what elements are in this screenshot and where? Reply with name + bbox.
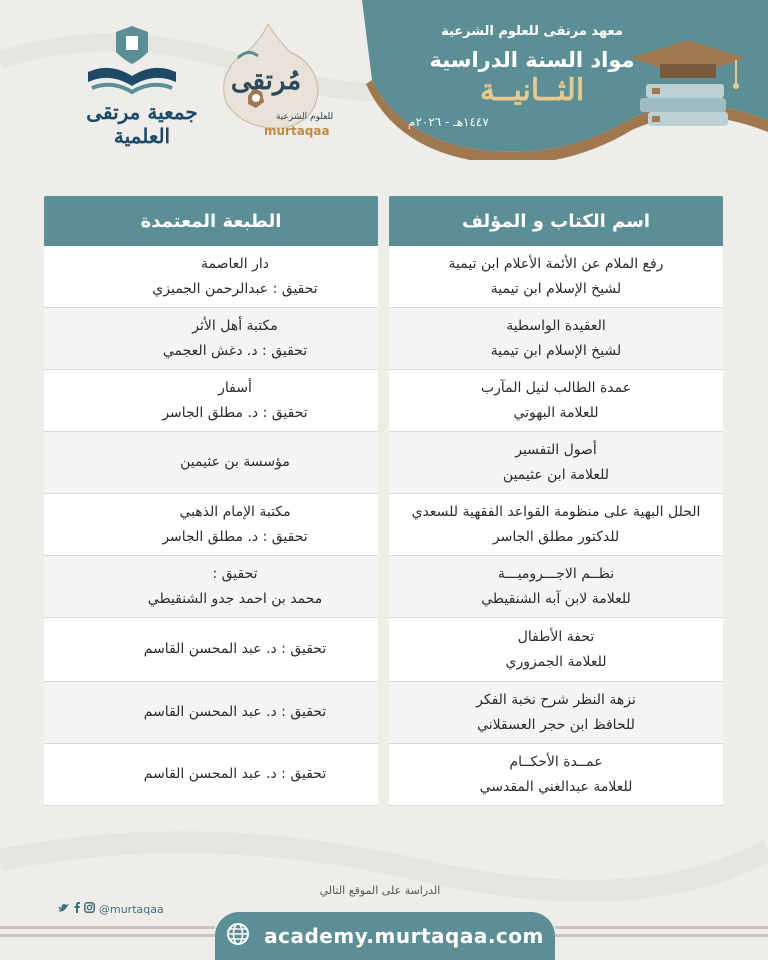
social-handle[interactable]: @murtaqaa <box>99 902 164 916</box>
book-row-line: للحافظ ابن حجر العسقلاني <box>477 716 635 733</box>
header-banner <box>362 0 768 160</box>
book-row-line: عمدة الطالب لنيل المآرب <box>480 379 632 396</box>
edition-row <box>44 744 378 806</box>
twitter-icon[interactable] <box>58 903 69 916</box>
book-row <box>389 432 723 494</box>
brand-subtitle: للعلوم الشرعية <box>276 112 334 122</box>
edition-row <box>44 308 378 370</box>
edition-row-line: تحقيق : عبدالرحمن الجميزي <box>152 280 318 297</box>
edition-row-line: مكتبة أهل الأثر <box>192 317 278 334</box>
footer-stripe-right <box>555 926 768 929</box>
edition-row <box>44 432 378 494</box>
edition-rows <box>44 246 378 806</box>
edition-column <box>44 196 378 806</box>
book-rows <box>389 246 723 806</box>
edition-row-line: تحقيق : د. دغش العجمي <box>162 342 308 359</box>
book-row-line: للعلامة ابن عثيمين <box>502 466 610 483</box>
edition-row-line: مكتبة الإمام الذهبي <box>179 503 291 520</box>
book-row <box>389 308 723 370</box>
book-row-line: للعلامة البهوتي <box>513 404 599 421</box>
edition-row-line: تحقيق : د. عبد المحسن القاسم <box>143 704 327 720</box>
book-row-line: رفع الملام عن الأئمة الأعلام ابن تيمية <box>448 255 664 272</box>
book-row <box>389 370 723 432</box>
book-column-header: اسم الكتاب و المؤلف <box>389 196 723 246</box>
book-row-line: لشيخ الإسلام ابن تيمية <box>490 342 622 359</box>
edition-row <box>44 246 378 308</box>
book-row <box>389 682 723 744</box>
association-name: جمعية مرتقى العلمية <box>86 100 198 148</box>
edition-row <box>44 494 378 556</box>
edition-row <box>44 556 378 618</box>
book-row-line: نظــم الاجـــروميـــة <box>497 565 615 582</box>
footer-note: الدراسة على الموقع التالي <box>319 884 441 897</box>
footer-stripe-right-2 <box>555 934 768 937</box>
edition-row-line: مؤسسة بن عثيمين <box>180 454 290 470</box>
hijri-date: ١٤٤٧هـ - ٢٠٢٦م <box>408 115 489 130</box>
book-row-line: للعلامة لابن آبه الشنقيطي <box>481 590 631 607</box>
social-links[interactable] <box>58 902 164 916</box>
website-url[interactable]: academy.murtaqaa.com <box>264 924 544 948</box>
book-row-line: أصول التفسير <box>515 441 597 458</box>
edition-row-line: أسفار <box>218 379 252 396</box>
edition-row-line: تحقيق : د. مطلق الجاسر <box>162 404 308 421</box>
brand-english: murtaqaa <box>264 124 330 138</box>
book-row <box>389 246 723 308</box>
facebook-icon[interactable] <box>73 902 80 916</box>
book-row <box>389 618 723 682</box>
instagram-icon[interactable] <box>84 902 95 916</box>
book-row-line: عمــدة الأحكــام <box>509 753 603 770</box>
book-row-line: العقيدة الواسطية <box>506 317 606 334</box>
edition-row <box>44 682 378 744</box>
subject-title: مواد السنة الدراسية <box>429 48 635 72</box>
edition-row-line: تحقيق : د. مطلق الجاسر <box>162 528 308 545</box>
book-row-line: تحفة الأطفال <box>517 628 595 645</box>
book-column <box>389 196 723 806</box>
institute-name: معهد مرتقى للعلوم الشرعية <box>441 24 623 39</box>
book-row-line: للعلامة الجمزوري <box>505 653 607 670</box>
book-row <box>389 556 723 618</box>
book-row <box>389 494 723 556</box>
book-row-line: للعلامة عبدالغني المقدسي <box>479 778 633 795</box>
edition-row-line: تحقيق : د. عبد المحسن القاسم <box>143 641 327 657</box>
edition-row-line: تحقيق : <box>212 565 258 582</box>
edition-row-line: محمد بن احمد جدو الشنقيطي <box>147 590 323 607</box>
edition-row-line: دار العاصمة <box>201 255 269 272</box>
edition-row-line: تحقيق : د. عبد المحسن القاسم <box>143 766 327 782</box>
year-word: الثــانيــة <box>479 73 585 109</box>
book-row-line: نزهة النظر شرح نخبة الفكر <box>476 691 636 708</box>
book-row-line: الحلل البهية على منظومة القواعد الفقهية للسعدي <box>411 503 701 520</box>
globe-icon <box>226 922 250 950</box>
brand-arabic: مُرتقى <box>230 66 302 96</box>
footer-stripe-left-2 <box>0 934 215 937</box>
edition-row <box>44 370 378 432</box>
edition-column-header: الطبعة المعتمدة <box>44 196 378 246</box>
website-link[interactable] <box>215 912 555 960</box>
book-row-line: للدكتور مطلق الجاسر <box>492 528 620 545</box>
edition-row <box>44 618 378 682</box>
book-row <box>389 744 723 806</box>
footer-stripe-left <box>0 926 215 929</box>
book-row-line: لشيخ الإسلام ابن تيمية <box>490 280 622 297</box>
